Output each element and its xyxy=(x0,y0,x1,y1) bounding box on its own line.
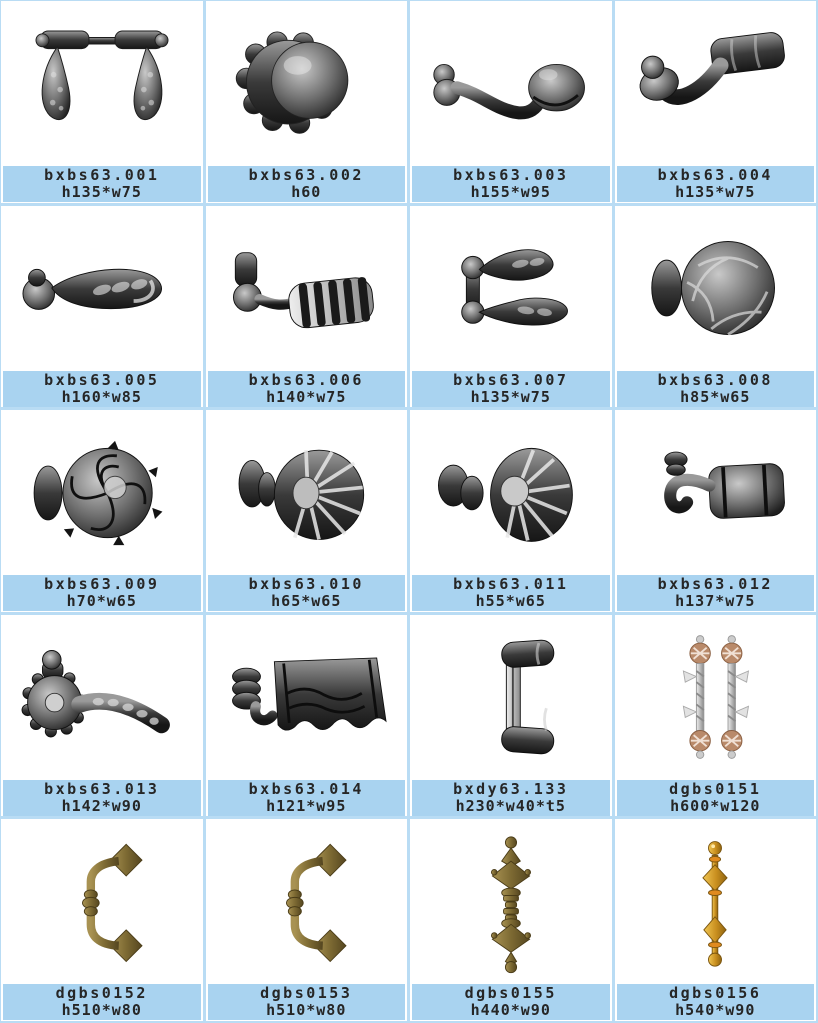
product-label xyxy=(412,984,610,1020)
product-code: bxdy63.133 xyxy=(453,779,569,798)
product-code: bxbs63.013 xyxy=(44,779,160,798)
product-dims: h540*w90 xyxy=(675,1001,756,1020)
product-label xyxy=(208,371,406,407)
product-card xyxy=(0,0,205,205)
product-card xyxy=(204,204,410,410)
product-photo-bxbs63-010 xyxy=(206,410,408,575)
product-card xyxy=(0,817,205,1023)
product-card xyxy=(408,0,614,205)
product-photo-bxbs63-001 xyxy=(1,1,203,166)
catalog-row-4 xyxy=(0,614,818,819)
product-dims: h160*w85 xyxy=(61,387,142,406)
product-photo-bxbs63-012 xyxy=(615,410,817,575)
product-dims: h440*w90 xyxy=(470,1001,551,1020)
product-code: bxbs63.009 xyxy=(44,575,160,594)
product-card xyxy=(613,817,818,1023)
product-code: dgbs0156 xyxy=(669,984,762,1003)
catalog-row-2 xyxy=(0,205,818,410)
product-label xyxy=(617,575,815,611)
product-dims: h70*w65 xyxy=(66,592,137,611)
product-label xyxy=(412,371,610,407)
product-label xyxy=(3,984,201,1020)
product-dims: h55*w65 xyxy=(475,592,546,611)
product-photo-dgbs0155 xyxy=(410,819,612,984)
product-code: bxbs63.011 xyxy=(453,575,569,594)
product-label xyxy=(617,780,815,816)
product-card xyxy=(204,613,410,819)
product-code: bxbs63.002 xyxy=(248,166,364,184)
product-card xyxy=(0,613,205,819)
product-label xyxy=(208,575,406,611)
product-label xyxy=(208,166,406,202)
product-label xyxy=(412,166,610,202)
twisted-pull-pair-icon xyxy=(622,622,808,772)
product-card xyxy=(204,0,410,205)
catalog-row-5 xyxy=(0,818,818,1023)
ribbed-dome-knob-icon xyxy=(213,418,399,568)
vertical-bracket-pull-icon xyxy=(418,622,604,772)
product-code: bxbs63.001 xyxy=(44,166,160,184)
product-dims: h121*w95 xyxy=(266,796,347,815)
product-card xyxy=(408,408,614,614)
gold-baluster-pull-icon xyxy=(622,827,808,977)
product-code: dgbs0153 xyxy=(260,984,353,1003)
product-dims: h85*w65 xyxy=(680,387,751,406)
product-card xyxy=(613,204,818,410)
product-photo-bxbs63-014 xyxy=(206,615,408,780)
product-photo-bxbs63-006 xyxy=(206,206,408,371)
product-dims: h135*w75 xyxy=(61,183,142,201)
product-label xyxy=(412,575,610,611)
product-code: dgbs0151 xyxy=(669,779,762,798)
product-code: dgbs0152 xyxy=(55,984,148,1003)
product-photo-dgbs0152 xyxy=(1,819,203,984)
awning-scroll-handle-icon xyxy=(213,622,399,772)
brass-diamond-plate-pull-icon xyxy=(9,827,195,977)
product-label xyxy=(3,575,201,611)
product-card xyxy=(408,613,614,819)
product-label xyxy=(208,984,406,1020)
product-dims: h60 xyxy=(291,183,322,201)
product-card xyxy=(613,613,818,819)
product-dims: h142*w90 xyxy=(61,796,142,815)
product-photo-bxbs63-002 xyxy=(206,1,408,166)
product-card xyxy=(408,817,614,1023)
fan-disc-knob-icon xyxy=(418,418,604,568)
product-label xyxy=(617,166,815,202)
product-dims: h600*w120 xyxy=(670,796,761,815)
product-code: bxbs63.006 xyxy=(248,370,364,389)
product-card xyxy=(408,204,614,410)
ornate-baluster-pull-icon xyxy=(418,827,604,977)
product-photo-bxdy63-133 xyxy=(410,615,612,780)
product-photo-bxbs63-007 xyxy=(410,206,612,371)
product-dims: h137*w75 xyxy=(675,592,756,611)
product-code: bxbs63.014 xyxy=(248,779,364,798)
product-photo-bxbs63-005 xyxy=(1,206,203,371)
product-photo-bxbs63-003 xyxy=(410,1,612,166)
product-code: dgbs0155 xyxy=(464,984,557,1003)
coiled-grip-lever-handle-icon xyxy=(213,213,399,363)
leaf-loop-lever-handle-icon xyxy=(9,213,195,363)
product-dims: h510*w80 xyxy=(266,1001,347,1020)
product-card xyxy=(204,408,410,614)
product-card xyxy=(204,817,410,1023)
product-photo-bxbs63-011 xyxy=(410,410,612,575)
product-dims: h510*w80 xyxy=(61,1001,142,1020)
drop-pull-pair-icon xyxy=(9,9,195,159)
product-dims: h135*w75 xyxy=(675,183,756,201)
product-code: bxbs63.007 xyxy=(453,370,569,389)
product-code: bxbs63.010 xyxy=(248,575,364,594)
product-dims: h230*w40*t5 xyxy=(455,796,566,815)
product-code: bxbs63.004 xyxy=(657,166,773,184)
product-card xyxy=(0,204,205,410)
product-code: bxbs63.003 xyxy=(453,166,569,184)
s-curve-lever-handle-icon xyxy=(418,9,604,159)
lever-handle-pair-icon xyxy=(418,213,604,363)
catalog-row-1 xyxy=(0,0,818,205)
product-code: bxbs63.008 xyxy=(657,370,773,389)
product-card xyxy=(0,408,205,614)
product-label xyxy=(208,780,406,816)
product-photo-bxbs63-013 xyxy=(1,615,203,780)
product-label xyxy=(412,780,610,816)
flower-petal-knob-icon xyxy=(9,418,195,568)
product-code: bxbs63.012 xyxy=(657,575,773,594)
product-label xyxy=(3,166,201,202)
carved-ball-knob-icon xyxy=(622,213,808,363)
product-photo-bxbs63-004 xyxy=(615,1,817,166)
product-card xyxy=(613,0,818,205)
product-photo-dgbs0151 xyxy=(615,615,817,780)
catalog-row-3 xyxy=(0,409,818,614)
product-dims: h155*w95 xyxy=(470,183,551,201)
product-code: bxbs63.005 xyxy=(44,370,160,389)
cylinder-curl-handle-icon xyxy=(622,418,808,568)
product-photo-bxbs63-009 xyxy=(1,410,203,575)
product-label xyxy=(3,371,201,407)
product-label xyxy=(617,371,815,407)
product-card xyxy=(613,408,818,614)
product-label xyxy=(3,780,201,816)
product-dims: h140*w75 xyxy=(266,387,347,406)
product-dims: h65*w65 xyxy=(271,592,342,611)
product-label xyxy=(617,984,815,1020)
product-dims: h135*w75 xyxy=(470,387,551,406)
gear-rosette-lever-handle-icon xyxy=(9,622,195,772)
product-photo-bxbs63-008 xyxy=(615,206,817,371)
product-photo-dgbs0153 xyxy=(206,819,408,984)
product-photo-dgbs0156 xyxy=(615,819,817,984)
brass-diamond-plate-pull-icon xyxy=(213,827,399,977)
scroll-hook-handle-icon xyxy=(622,9,808,159)
round-knob-scalloped-rosette-icon xyxy=(213,9,399,159)
